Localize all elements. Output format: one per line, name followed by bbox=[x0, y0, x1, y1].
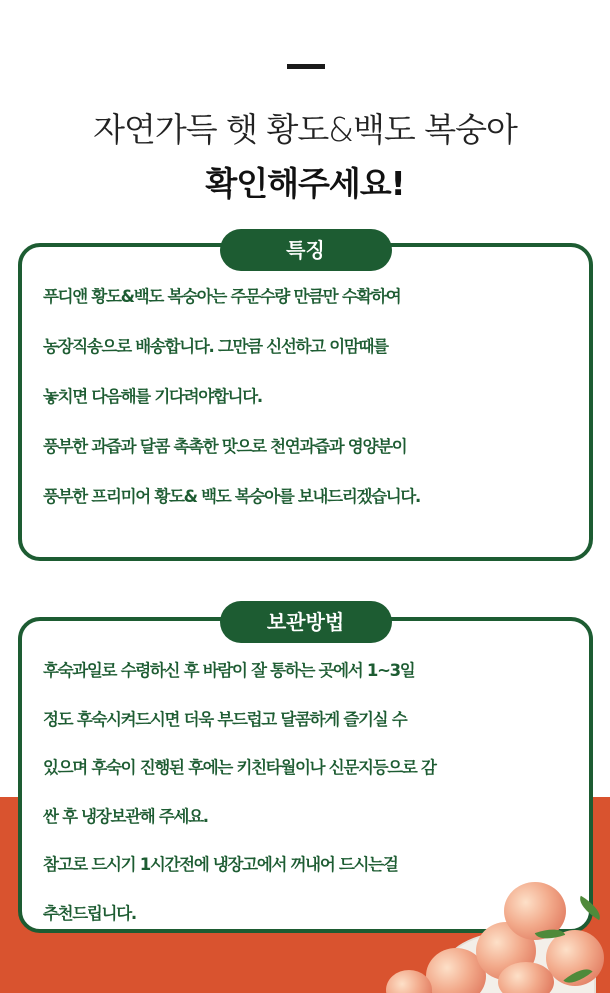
storage-line: 싼 후 냉장보관해 주세요. bbox=[43, 806, 208, 826]
features-card bbox=[18, 238, 593, 561]
storage-line: 정도 후숙시켜드시면 더욱 부드럽고 달콤하게 즐기실 수 bbox=[43, 709, 407, 729]
storage-line: 추천드립니다. bbox=[43, 903, 136, 923]
features-label: 특징 bbox=[220, 229, 392, 271]
features-line: 농장직송으로 배송합니다. 그만큼 신선하고 이맘때를 bbox=[43, 337, 388, 356]
page-title: 자연가득 햇 황도&백도 복숭아 bbox=[93, 110, 517, 149]
features-line: 푸디앤 황도&백도 복숭아는 주문수량 만큼만 수확하여 bbox=[43, 287, 401, 306]
storage-line: 후숙과일로 수령하신 후 바람이 잘 통하는 곳에서 1~3일 bbox=[43, 661, 415, 680]
features-line: 풍부한 프리미어 황도& 백도 복숭아를 보내드리겠습니다. bbox=[43, 487, 420, 506]
page-subtitle: 확인해주세요! bbox=[205, 164, 405, 203]
leaf-shape bbox=[575, 896, 605, 920]
top-dash-divider bbox=[287, 64, 325, 69]
storage-line: 있으며 후숙이 진행된 후에는 키친타월이나 신문지등으로 감 bbox=[43, 758, 436, 777]
features-line: 놓치면 다음해를 기다려야합니다. bbox=[43, 387, 262, 406]
peaches-image bbox=[386, 870, 610, 993]
storage-line: 참고로 드시기 1시간전에 냉장고에서 꺼내어 드시는걸 bbox=[43, 855, 398, 874]
features-text bbox=[43, 285, 579, 535]
storage-label: 보관방법 bbox=[220, 601, 392, 643]
features-line: 풍부한 과즙과 달콤 촉촉한 맛으로 천연과즙과 영양분이 bbox=[43, 437, 407, 456]
